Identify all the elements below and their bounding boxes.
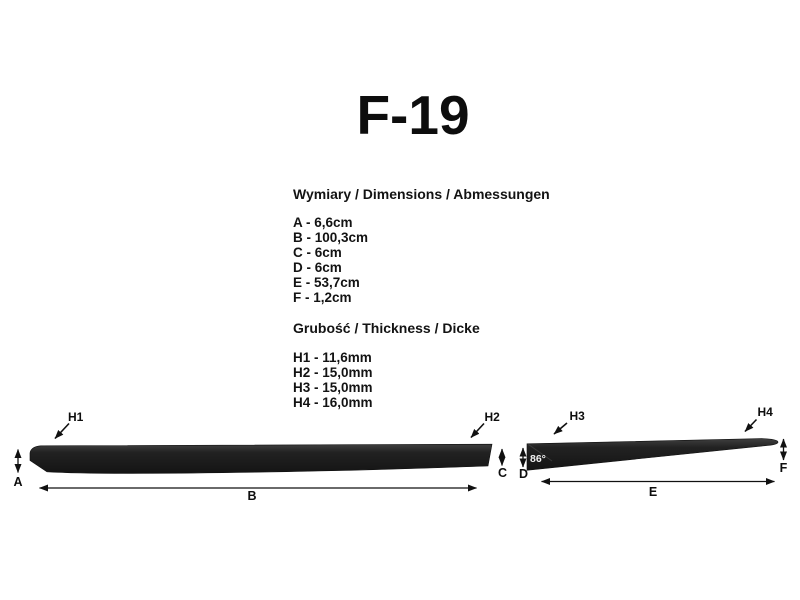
leader-arrow-h2 (471, 424, 484, 438)
thickness-line-h3: H3 - 15,0mm (293, 380, 373, 395)
thickness-line-h2: H2 - 15,0mm (293, 365, 373, 380)
page-title: F-19 (356, 84, 470, 146)
dim-label-a: A (13, 474, 23, 489)
dim-label-e: E (648, 484, 658, 499)
dim-label-c: C (497, 465, 508, 480)
thickness-line-h1: H1 - 11,6mm (293, 350, 372, 365)
dimension-line-a: A - 6,6cm (293, 215, 353, 230)
thickness-label-h2: H2 (484, 409, 500, 424)
thickness-label-h4: H4 (757, 404, 773, 419)
dimension-line-d: D - 6cm (293, 260, 342, 275)
dimension-line-e: E - 53,7cm (293, 275, 360, 290)
dimensions-heading: Wymiary / Dimensions / Abmessungen (293, 186, 550, 202)
leader-arrow-h3 (554, 423, 567, 434)
long-molding-profile (30, 444, 492, 473)
dimension-line-c: C - 6cm (293, 245, 342, 260)
leader-arrow-h4 (745, 420, 757, 432)
thickness-label-h3: H3 (569, 408, 585, 423)
thickness-line-h4: H4 - 16,0mm (293, 395, 373, 410)
thickness-label-h1: H1 (68, 409, 84, 424)
dimension-line-f: F - 1,2cm (293, 290, 352, 305)
short-molding-profile (527, 439, 778, 471)
dim-label-d: D (518, 467, 529, 481)
dim-label-b: B (247, 488, 257, 503)
angle-label: 86° (530, 452, 546, 465)
leader-arrow-h1 (55, 424, 69, 439)
dim-label-f: F (779, 461, 788, 475)
dimension-line-b: B - 100,3cm (293, 230, 369, 245)
thickness-heading: Grubość / Thickness / Dicke (293, 320, 480, 336)
